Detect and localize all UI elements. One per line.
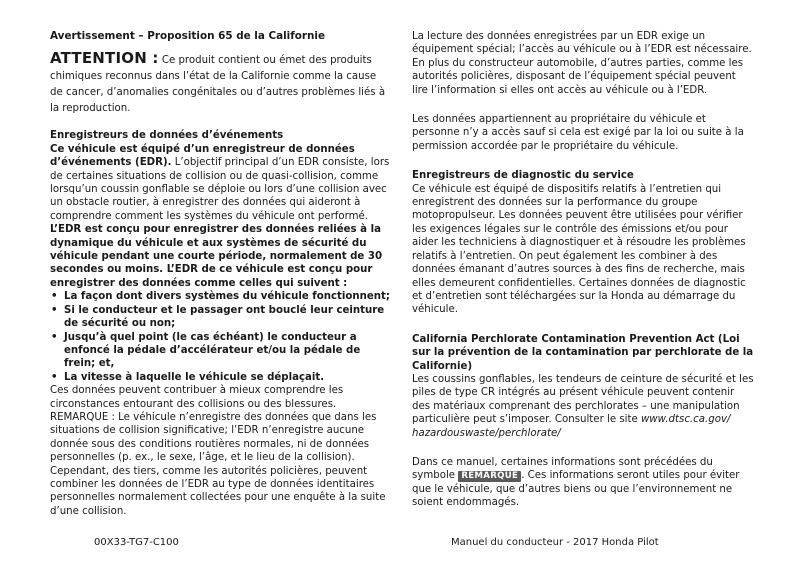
attention-paragraph [50, 50, 390, 117]
list-item: • La façon dont divers systèmes du véhicule fonctionnent; [50, 290, 390, 303]
perchlorate-paragraph [412, 373, 754, 440]
perchlorate-text: Les coussins gonflables, les tendeurs de ceinture de sécurité et les piles de type CR intégrés au présent véhicule peuvent contenir des matériaux comprenant des perchlorates – une manipulation particulière peut s’imposer. Consulter le site [412, 373, 754, 426]
manual-note-after: . Ces informations seront utiles pour éviter que le véhicule, que d’autres biens ou que l’environnement ne soient endommagés. [412, 470, 740, 509]
edr-intro-bold: Ce véhicule est équipé d’un enregistreur de données d’événements (EDR). [50, 143, 355, 169]
edr-reading-p1: La lecture des données enregistrées par un EDR exige un équipement spécial; l’accès au véhicule ou à l’EDR est nécessaire. En plus du constructeur automobile, d’autres parties, comme les autorités policières, disposant de l’équipement spécial peuvent lire l’information si elles ont accès au véhicule ou à l’EDR. [412, 31, 752, 96]
edr-contribute: Ces données peuvent contribuer à mieux comprendre les circonstances entourant des collisions ou des blessures. [50, 385, 344, 410]
attention-label: ATTENTION : [50, 49, 159, 68]
footer-title: Manuel du conducteur - 2017 Honda Pilot [451, 537, 659, 548]
edr-bullet-list [50, 290, 390, 384]
footer-code: 00X33-TG7-C100 [94, 537, 179, 548]
prop65-title: Avertissement – Proposition 65 de la Californie [50, 30, 326, 42]
edr-third-parties: Cependant, des tiers, comme les autorités policières, peuvent combiner les données de l’EDR au type de données identitaires personnelles normalement collectées pour une enquête à la suite d’une collision. [50, 465, 386, 517]
diag-text: Ce véhicule est équipé de dispositifs relatifs à l’entretien qui enregistrent des données sur la performance du groupe motopropulseur. Les données peuvent être utilisées pour vérifier les exigences légales sur le contrôle des émissions et/ou pour aider les techniciens à diagnostiquer et à résoudre les problèmes relatifs à l’entretien. On peut également les combiner à des données émanant d’autres sources à des fins de recherche, mais elles demeurent confidentielles. Certaines données de diagnostic et d’entretien sont téléchargées sur la Honda au démarrage du véhicule. [412, 183, 746, 316]
perchlorate-url: www.dtsc.ca.gov/ hazardouswaste/perchlorate/ [412, 414, 731, 439]
list-item: • Si le conducteur et le passager ont bouclé leur ceinture de sécurité ou non; [50, 304, 390, 331]
remarque-badge: REMARQUE [458, 471, 521, 482]
diag-heading: Enregistreurs de diagnostic du service [412, 170, 634, 182]
list-item: • La vitesse à laquelle le véhicule se déplaçait. [50, 371, 390, 384]
manual-note-before: Dans ce manuel, certaines informations sont précédées du symbole [412, 456, 713, 482]
edr-intro-text: L’objectif principal d’un EDR consiste, lors de certaines situations de collision ou de quasi-collision, comme lorsqu’un coussin gonflable se déploie ou lors d’une collision avec un obstacle routier, à enregistrer des données qui aideront à comprendre comment les systèmes du véhicule ont performé. [50, 157, 390, 222]
left-column [50, 30, 390, 518]
list-item: • Jusqu’à quel point (le cas échéant) le conducteur a enfoncé la pédale d’accélérateur et/ou la pédale de frein; et, [50, 331, 390, 371]
edr-heading: Enregistreurs de données d’événements [50, 130, 284, 142]
perchlorate-heading: California Perchlorate Contamination Prevention Act (Loi sur la prévention de la contamination par perchlorate de la Californie) [412, 333, 754, 372]
edr-remarque: REMARQUE : Le véhicule n’enregistre des données que dans les situations de collision significative; l’EDR n’enregistre aucune donnée sous des conditions routières normales, ni de données personnelles (p. ex., le sexe, l’âge, et le lieu de la collision). [50, 411, 377, 464]
edr-reading-p2: Les données appartiennent au propriétaire du véhicule et personne n’y a accès sauf si cela est exigé par la loi ou suite à la permission accordée par le propriétaire du véhicule. [412, 114, 744, 152]
right-column [412, 30, 754, 510]
manual-note [412, 456, 754, 510]
edr-intro [50, 143, 390, 223]
edr-bold-paragraph: L’EDR est conçu pour enregistrer des données reliées à la dynamique du véhicule et aux systèmes de sécurité du véhicule pendant une courte période, normalement de 30 secondes ou moins. L’EDR de ce véhicule est conçu pour enregistrer des données comme celles qui suivent : [50, 224, 383, 289]
attention-text: Ce produit contient ou émet des produits chimiques reconnus dans l’état de la Californie comme la cause de cancer, d’anomalies congénitales ou d’autres problèmes liés à la reproduction. [50, 55, 386, 115]
